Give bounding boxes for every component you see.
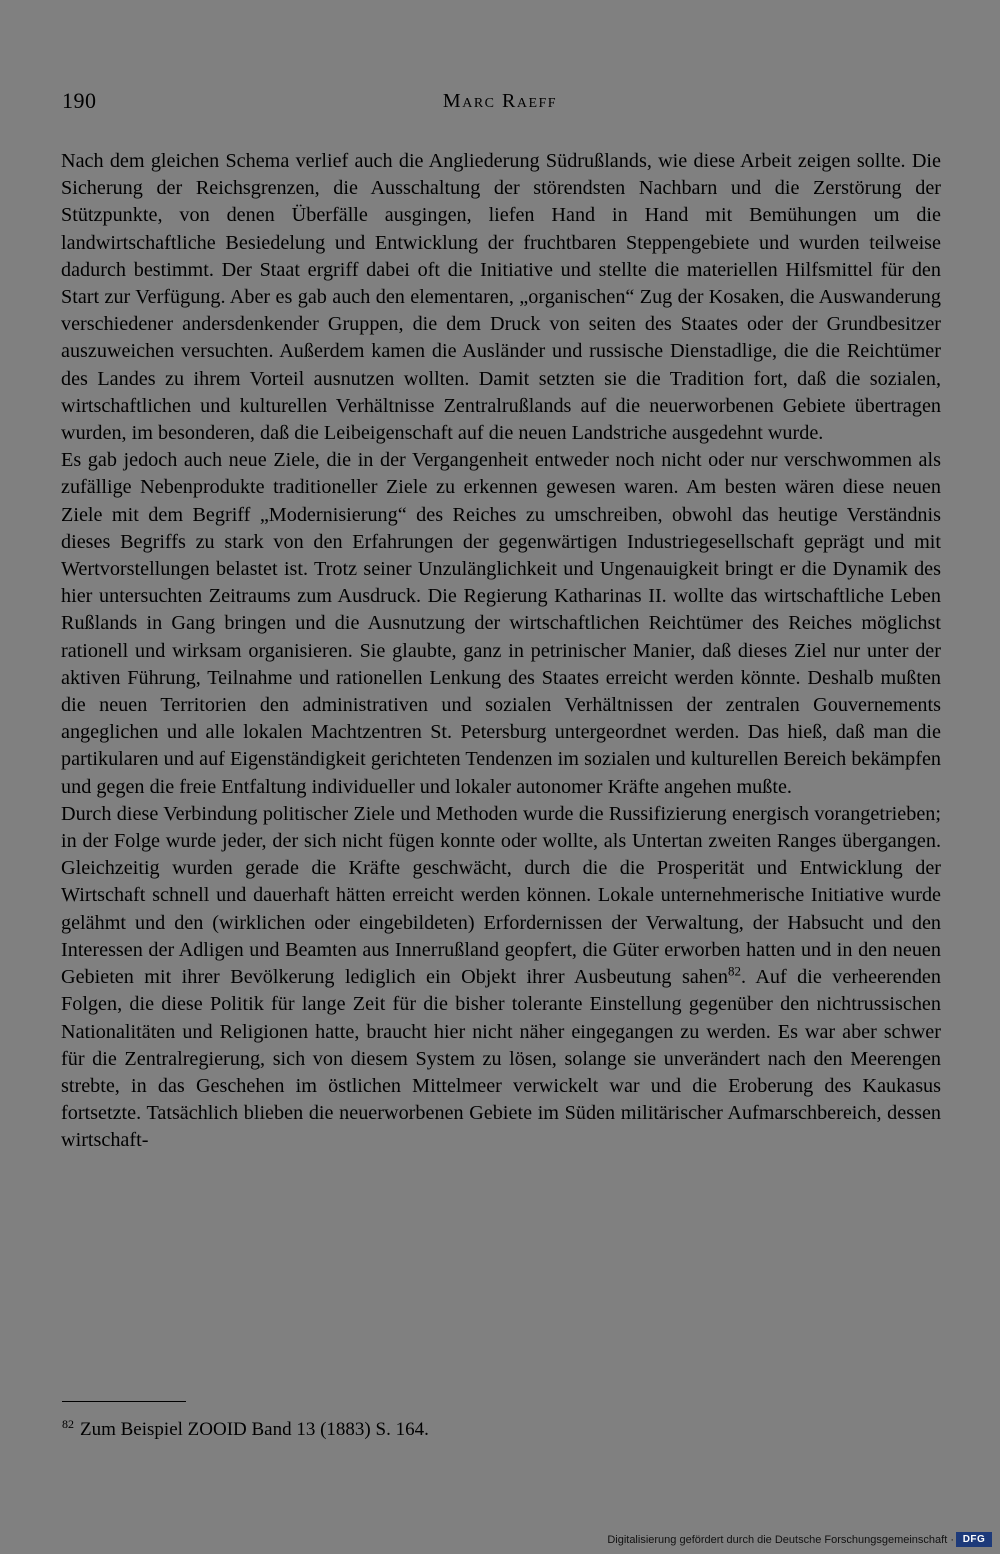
dfg-logo-icon: DFG — [956, 1532, 992, 1547]
footnote-text: Zum Beispiel ZOOID Band 13 (1883) S. 164. — [80, 1419, 429, 1440]
paragraph-3-continuation: . Auf die verheerenden Folgen, die diese Politik für lange Zeit für die bisher tolerante Einstellung gegenüber den nichtrussischen Nationalitäten und Religionen hatte, braucht hier nicht näher eingegangen zu werden. Es war aber schwer für die Zentralregierung, sich von diesem System zu lösen, solange sie unverändert nach den Meerengen strebte, in das Geschehen im östlichen Mittelmeer verwickelt war und die Eroberung des Kaukasus fortsetzte. Tatsächlich blieben die neuerworbenen Gebiete im Süden militärischer Aufmarschbereich, dessen wirtschaft- — [61, 966, 941, 1152]
paragraph-3 — [61, 801, 941, 1155]
paragraph-1: Nach dem gleichen Schema verlief auch die Angliederung Südrußlands, wie diese Arbeit zeigen sollte. Die Sicherung der Reichsgrenzen, die Ausschaltung der störendsten Nachbarn und die Zerstörung der Stützpunkte, von denen Überfälle ausgingen, liefen Hand in Hand mit Bemühungen um die landwirtschaftliche Besiedelung und Entwicklung der fruchtbaren Steppengebiete und wurden teilweise dadurch bestimmt. Der Staat ergriff dabei oft die Initiative und stellte die materiellen Hilfsmittel für den Start zur Verfügung. Aber es gab auch den elementaren, „organischen“ Zug der Kosaken, die Auswanderung verschiedener andersdenkender Gruppen, die dem Druck von seiten des Staates oder der Grundbesitzer auszuweichen versuchten. Außerdem kamen die Ausländer und russische Dienstadlige, die die Reichtümer des Landes zu ihrem Vorteil ausnutzen wollten. Damit setzten sie die Tradition fort, daß die sozialen, wirtschaftlichen und kulturellen Verhältnisse Zentralrußlands auf die neuerworbenen Gebiete übertragen wurden, im besonderen, daß die Leibeigenschaft auf die neuen Landstriche ausgedehnt wurde. — [61, 150, 941, 445]
body-text — [61, 148, 941, 1155]
running-head: Marc Raeff — [442, 90, 558, 112]
footnote-mark: 82 — [62, 1416, 74, 1431]
digitization-credit: Digitalisierung gefördert durch die Deutsche Forschungsgemeinschaft · — [607, 1534, 954, 1546]
paragraph-3-text: Durch diese Verbindung politischer Ziele und Methoden wurde die Russifizierung energisch vorangetrieben; in der Folge wurde jeder, der sich nicht fügen konnte oder wollte, als Untertan zweiten Ranges übergangen. Gleichzeitig wurden gerade die Kräfte geschwächt, durch die die Prosperität und Entwicklung der Wirtschaft schnell und dauerhaft hätten erreicht werden können. Lokale unternehmerische Initiative wurde gelähmt und den (wirklichen oder eingebildeten) Erfordernissen der Verwaltung, der Habsucht und den Interessen der Adligen und Beamten aus Innerrußland geopfert, die Güter erworben hatten und in den neuen Gebieten mit ihrer Bevölkerung lediglich ein Objekt ihrer Ausbeutung sahen — [61, 802, 941, 989]
footnote-reference: 82 — [727, 963, 741, 979]
page-number: 190 — [62, 88, 97, 113]
footnote-rule — [62, 1401, 186, 1402]
footnote — [62, 1418, 429, 1442]
paragraph-2: Es gab jedoch auch neue Ziele, die in der Vergangenheit entweder noch nicht oder nur verschwommen als zufällige Nebenprodukte traditioneller Ziele zu erkennen gewesen waren. Am besten wären diese neuen Ziele mit dem Begriff „Modernisierung“ des Reiches zu umschreiben, obwohl das heutige Verständnis dieses Begriffs zu stark von den Erfahrungen der gegenwärtigen Industriegesellschaft geprägt und mit Wertvorstellungen belastet ist. Trotz seiner Unzulänglichkeit und Ungenauigkeit bringt er die Dynamik des hier untersuchten Zeitraums zum Ausdruck. Die Regierung Katharinas II. wollte das wirtschaftliche Leben Rußlands in Gang bringen und die Ausnutzung der wirtschaftlichen Reichtümer des Reiches möglichst rationell und wirksam organisieren. Sie glaubte, ganz in petrinischer Manier, daß dieses Ziel nur unter der aktiven Führung, Teilnahme und rationellen Lenkung des Staates erreicht werden könnte. Deshalb mußten die neuen Territorien den administrativen und sozialen Verhältnissen der zentralen Gouvernements angeglichen und alle lokalen Machtzentren St. Petersburg untergeordnet werden. Das hieß, daß man die partikularen und auf Eigenständigkeit gerichteten Tendenzen im sozialen und kulturellen Bereich bekämpfen und gegen die freie Entfaltung individueller und lokaler autonomer Kräfte angehen mußte. — [61, 449, 941, 798]
